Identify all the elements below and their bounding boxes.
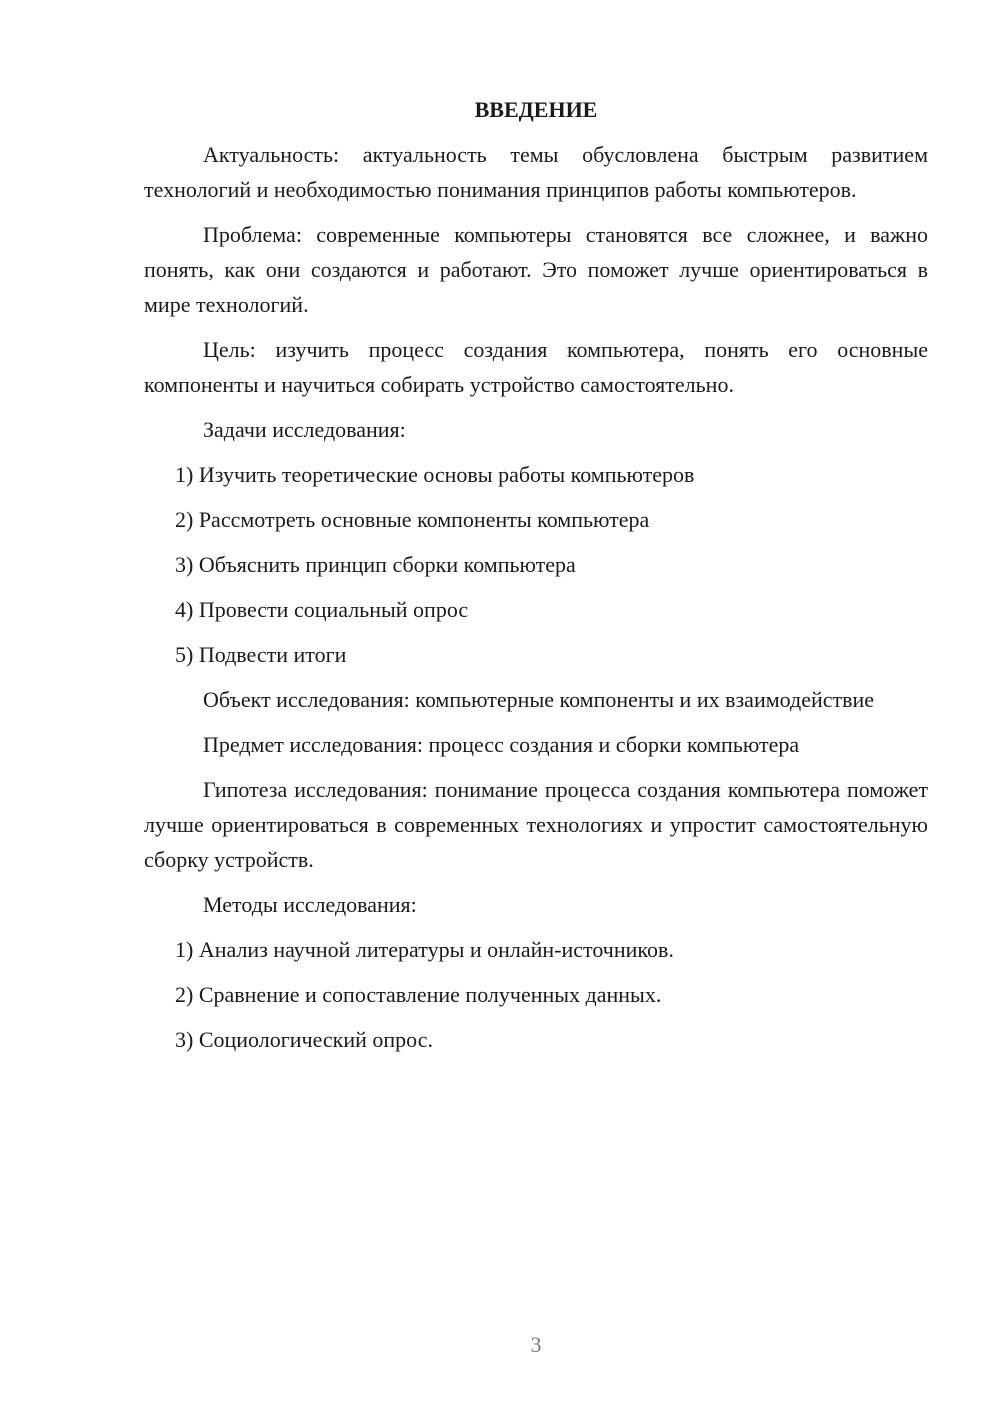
subject-paragraph: Предмет исследования: процесс создания и сборки компьютера bbox=[203, 732, 800, 757]
page-number: 3 bbox=[530, 1332, 542, 1357]
tasks-heading: Задачи исследования: bbox=[203, 417, 406, 442]
relevance-paragraph: Актуальность: актуальность темы обусловлена быстрым развитием технологий и необходимостью понимания принципов работы компьютеров. bbox=[144, 142, 928, 202]
goal-paragraph: Цель: изучить процесс создания компьютера, понять его основные компоненты и научиться собирать устройство самостоятельно. bbox=[144, 337, 928, 397]
task-item: 5) Подвести итоги bbox=[175, 642, 347, 667]
page-content bbox=[144, 92, 928, 1057]
task-item: 4) Провести социальный опрос bbox=[175, 597, 469, 622]
method-item: 3) Социологический опрос. bbox=[175, 1027, 433, 1052]
problem-paragraph: Проблема: современные компьютеры становятся все сложнее, и важно понять, как они создаются и работают. Это поможет лучше ориентироваться в мире технологий. bbox=[144, 222, 928, 317]
task-item: 2) Рассмотреть основные компоненты компьютера bbox=[175, 507, 650, 532]
method-item: 2) Сравнение и сопоставление полученных данных. bbox=[175, 982, 662, 1007]
task-item: 1) Изучить теоретические основы работы компьютеров bbox=[175, 462, 695, 487]
methods-heading: Методы исследования: bbox=[203, 892, 417, 917]
hypothesis-paragraph: Гипотеза исследования: понимание процесса создания компьютера поможет лучше ориентироваться в современных технологиях и упростит самостоятельную сборку устройств. bbox=[144, 777, 928, 872]
task-item: 3) Объяснить принцип сборки компьютера bbox=[175, 552, 576, 577]
object-paragraph: Объект исследования: компьютерные компоненты и их взаимодействие bbox=[203, 687, 875, 712]
section-title: ВВЕДЕНИЕ bbox=[474, 97, 598, 122]
method-item: 1) Анализ научной литературы и онлайн-источников. bbox=[175, 937, 674, 962]
